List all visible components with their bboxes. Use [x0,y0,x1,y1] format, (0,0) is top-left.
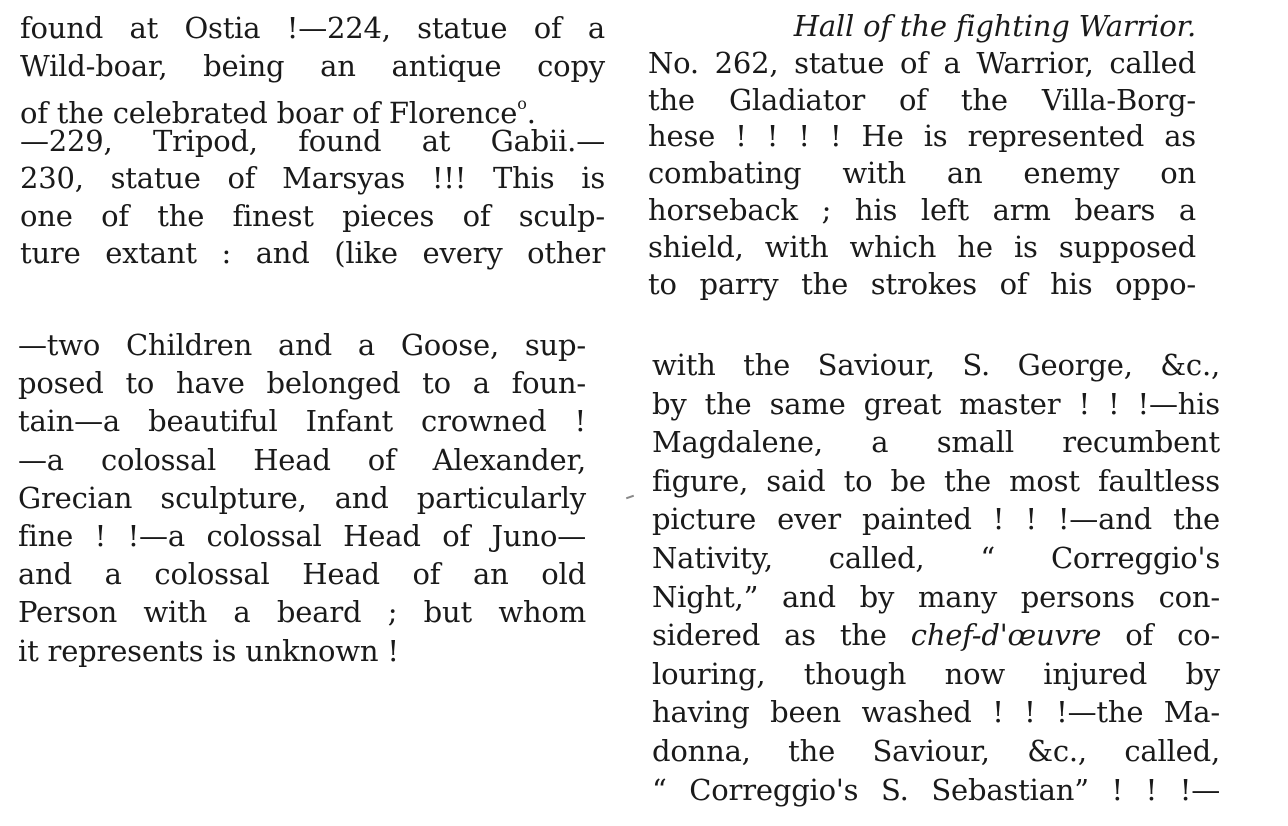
text-line: No. 262, statue of a Warrior, called [648,45,1196,80]
text-line: Grecian sculpture, and particularly [18,480,586,515]
text-line: Magdalene, a small recumbent [652,425,1220,460]
text-line-end: . [526,96,536,130]
text-line: shield, with which he is supposed [648,229,1196,264]
text-fragment-bottom-right [652,346,1220,809]
text-fragment-top-right [648,8,1196,302]
text-line: —two Children and a Goose, sup- [18,328,586,362]
text-line [20,85,605,130]
text-line: Person with a beard ; but whom [18,595,586,630]
text-line: one of the finest pieces of sculp- [20,198,605,233]
text-line: having been washed ! ! !—the Ma- [652,695,1220,730]
text-line: picture ever painted ! ! !—and the [652,502,1220,537]
text-line: fine ! !—a colossal Head of Juno— [18,518,586,553]
text-run: of co- [1125,618,1220,653]
footnote-mark: o [517,94,527,113]
text-run: sidered as the [652,618,887,653]
text-line: Night,” and by many persons con- [652,579,1220,614]
text-line [652,616,1220,655]
text-line: tain—a beautiful Infant crowned ! [18,404,586,439]
text-line: figure, said to be the most faultless [652,463,1220,498]
text-line: found at Ostia !—224, statue of a [20,11,605,45]
text-fragment-bottom-left [18,326,586,670]
text-line: the Gladiator of the Villa-Borg- [648,82,1196,117]
section-heading: Hall of the fighting Warrior. [793,9,1196,43]
text-line-body: of the celebrated boar of Florence [20,96,518,130]
text-line: donna, the Saviour, &c., called, [652,733,1220,768]
text-line: hese ! ! ! ! He is represented as [648,119,1196,154]
text-line: —a colossal Head of Alexander, [18,442,586,477]
text-line: by the same great master ! ! !—his [652,386,1220,421]
text-line: Nativity, called, “ Correggio's [652,540,1220,575]
italic-phrase: chef-d'œuvre [910,618,1102,653]
text-line: and a colossal Head of an old [18,557,586,592]
text-line: louring, though now injured by [652,656,1220,691]
text-line: —229, Tripod, found at Gabii.— [20,123,605,158]
text-line: to parry the strokes of his oppo- [648,266,1196,301]
text-line: horseback ; his left arm bears a [648,192,1196,227]
text-line: with the Saviour, S. George, &c., [652,348,1220,382]
text-fragment-top-left [20,10,605,273]
text-line: combating with an enemy on [648,156,1196,191]
text-line: ture extant : and (like every other [20,236,605,270]
text-line: posed to have belonged to a foun- [18,366,586,401]
text-line: 230, statue of Marsyas !!! This is [20,161,605,195]
text-line: it represents is unknown ! [18,633,399,668]
text-line: Wild-boar, being an antique copy [20,48,605,83]
text-line: “ Correggio's S. Sebastian” ! ! !— [652,772,1220,807]
stray-ink-mark [626,495,634,500]
